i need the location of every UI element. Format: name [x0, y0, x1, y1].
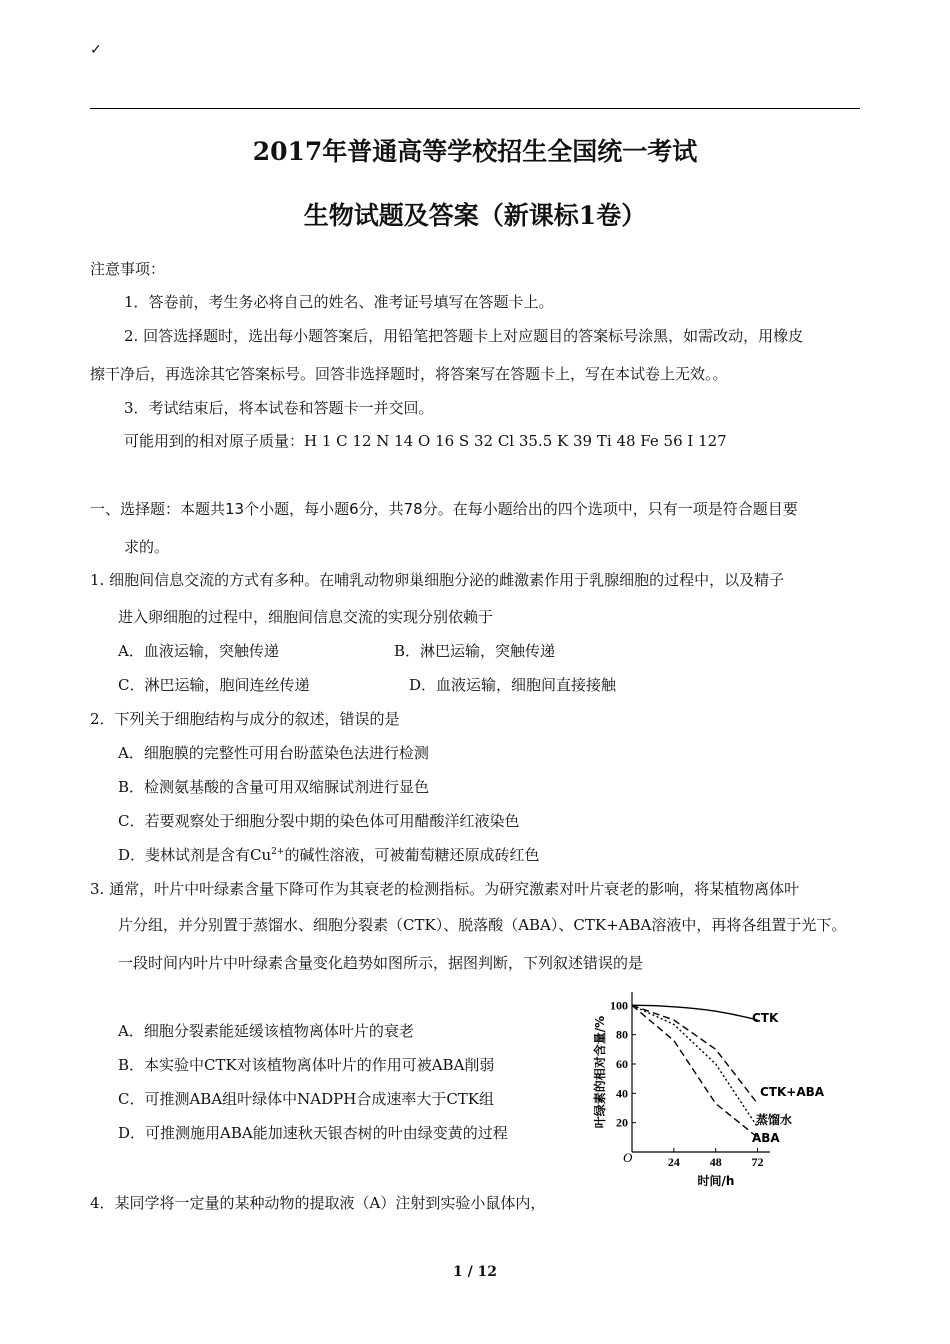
q3-stem-line-3: 一段时间内叶片中叶绿素含量变化趋势如图所示，据图判断，下列叙述错误的是 — [118, 954, 644, 972]
notice-item-1: 1．答卷前，考生务必将自己的姓名、准考证号填写在答题卡上。 — [124, 293, 554, 311]
q3-option-a: A．细胞分裂素能延缓该植物离体叶片的衰老 — [118, 1022, 414, 1040]
title-line-2: 生物试题及答案（新课标1卷） — [303, 201, 647, 230]
x-axis-title: 时间/h — [697, 1174, 735, 1188]
page-number: 1 / 12 — [452, 1264, 498, 1280]
q3-option-c: C．可推测ABA组叶绿体中NADPH合成速率大于CTK组 — [118, 1090, 495, 1108]
q3-stem-line-1: 3. 通常，叶片中叶绿素含量下降可作为其衰老的检测指标。为研究激素对叶片衰老的影响，将某植物离体叶 — [90, 880, 800, 898]
y-tick-label: 100 — [610, 998, 628, 1013]
q2-option-d-prefix: D．斐林试剂是含有Cu — [118, 846, 272, 864]
series-label-0: CTK — [752, 1011, 779, 1025]
x-tick-label: 48 — [709, 1155, 722, 1169]
q1-option-a: A．血液运输，突触传递 — [118, 642, 279, 660]
notice-item-2-line-2: 擦干净后，再选涂其它答案标号。回答非选择题时，将答案写在答题卡上，写在本试卷上无效。。 — [90, 365, 728, 383]
notice-item-3: 3．考试结束后，将本试卷和答题卡一并交回。 — [124, 399, 434, 417]
y-tick-label: 60 — [616, 1057, 628, 1071]
y-tick-label: 40 — [616, 1086, 628, 1101]
series-line-1 — [632, 1005, 758, 1103]
series-line-0 — [632, 1005, 758, 1020]
q3-stem-line-2: 片分组，并分别置于蒸馏水、细胞分裂素（CTK）、脱落酸（ABA）、CTK+ABA溶液中，再将各组置于光下。 — [118, 916, 847, 934]
series-line-3 — [632, 1005, 758, 1137]
q1-option-c: C．淋巴运输，胞间连丝传递 — [118, 676, 310, 694]
origin-label: O — [623, 1150, 633, 1165]
q2-option-d-superscript: 2+ — [271, 847, 285, 857]
series-label-2: 蒸馏水 — [756, 1113, 793, 1127]
q2-option-c: C．若要观察处于细胞分裂中期的染色体可用醋酸洋红液染色 — [118, 812, 520, 830]
section-1-heading-line-1: 一、选择题：本题共13个小题，每小题6分，共78分。在每小题给出的四个选项中，只有一项是符合题目要 — [90, 500, 798, 518]
q2-option-d-suffix: 的碱性溶液，可被葡萄糖还原成砖红色 — [284, 846, 540, 864]
series-line-2 — [632, 1005, 758, 1127]
check-mark: ✓ — [90, 42, 102, 58]
section-1-heading-line-2: 求的。 — [124, 538, 170, 556]
q2-option-a: A．细胞膜的完整性可用台盼蓝染色法进行检测 — [118, 744, 429, 762]
series-label-3: ABA — [752, 1131, 780, 1145]
x-tick-label: 72 — [751, 1155, 764, 1169]
title-line-1: 2017年普通高等学校招生全国统一考试 — [252, 137, 698, 166]
q1-stem-line-2: 进入卵细胞的过程中，细胞间信息交流的实现分别依赖于 — [118, 608, 494, 626]
y-axis-title: 叶绿素的相对含量/% — [593, 1015, 607, 1129]
q2-option-b: B．检测氨基酸的含量可用双缩脲试剂进行显色 — [118, 778, 430, 796]
series-label-1: CTK+ABA — [760, 1085, 825, 1099]
q1-option-b: B．淋巴运输，突触传递 — [394, 642, 556, 660]
x-tick-label: 24 — [667, 1155, 680, 1169]
q3-option-d: D．可推测施用ABA能加速秋天银杏树的叶由绿变黄的过程 — [118, 1124, 508, 1142]
notice-heading: 注意事项： — [90, 260, 166, 278]
q3-option-b: B．本实验中CTK对该植物离体叶片的作用可被ABA削弱 — [118, 1056, 495, 1074]
chlorophyll-chart — [590, 990, 860, 1190]
q1-stem-line-1: 1. 细胞间信息交流的方式有多种。在哺乳动物卵巢细胞分泌的雌激素作用于乳腺细胞的过程中，以及精子 — [90, 571, 785, 589]
q1-option-d: D．血液运输，细胞间直接接触 — [409, 676, 617, 694]
y-tick-label: 80 — [616, 1027, 628, 1042]
atomic-mass-line: 可能用到的相对原子质量：H 1 C 12 N 14 O 16 S 32 Cl 35.5 K 39 Ti 48 Fe 56 I 127 — [124, 432, 727, 450]
chlorophyll-chart-svg — [590, 990, 860, 1190]
q2-option-d — [118, 844, 539, 865]
header-rule — [90, 108, 860, 109]
q4-stem: 4．某同学将一定量的某种动物的提取液（A）注射到实验小鼠体内， — [90, 1194, 546, 1212]
notice-item-2-line-1: 2. 回答选择题时，选出每小题答案后，用铅笔把答题卡上对应题目的答案标号涂黑，如需改动，用橡皮 — [124, 327, 804, 345]
q2-stem: 2．下列关于细胞结构与成分的叙述，错误的是 — [90, 710, 400, 728]
y-tick-label: 20 — [616, 1115, 628, 1130]
